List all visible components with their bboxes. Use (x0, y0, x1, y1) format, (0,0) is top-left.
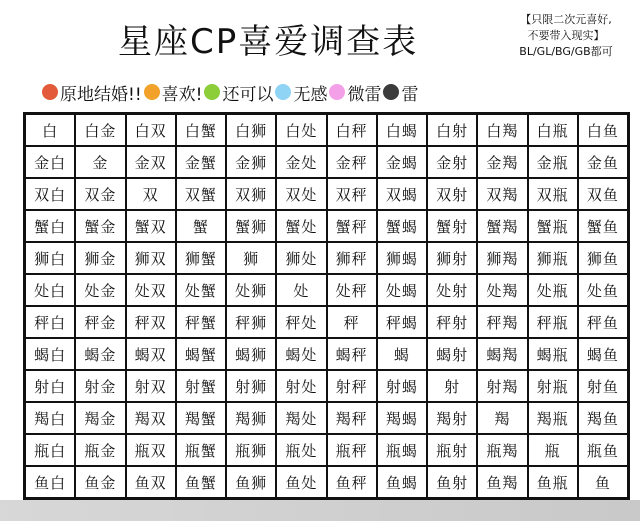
cp-cell[interactable]: 射白 (25, 370, 75, 402)
cp-cell[interactable]: 蟹狮 (226, 210, 276, 242)
cp-cell[interactable]: 双蝎 (377, 178, 427, 210)
cp-cell[interactable]: 双白 (25, 178, 75, 210)
legend-item (381, 80, 418, 105)
cp-cell[interactable]: 蝎处 (276, 338, 326, 370)
cp-cell[interactable]: 瓶射 (427, 434, 477, 466)
cp-cell[interactable]: 蟹处 (276, 210, 326, 242)
cp-cell[interactable]: 狮瓶 (528, 242, 578, 274)
cp-cell[interactable]: 蟹白 (25, 210, 75, 242)
cp-cell[interactable]: 秤鱼 (578, 306, 628, 338)
cp-cell[interactable]: 羯蟹 (176, 402, 226, 434)
cp-cell[interactable]: 瓶白 (25, 434, 75, 466)
cp-cell[interactable]: 蝎蟹 (176, 338, 226, 370)
cp-cell[interactable]: 羯狮 (226, 402, 276, 434)
cp-cell[interactable]: 鱼 (578, 466, 628, 498)
cp-cell[interactable]: 金瓶 (528, 146, 578, 178)
cp-cell[interactable]: 处狮 (226, 274, 276, 306)
cp-cell[interactable]: 金蝎 (377, 146, 427, 178)
survey-note (496, 12, 636, 60)
cp-cell[interactable]: 蟹双 (126, 210, 176, 242)
cp-cell[interactable]: 狮 (226, 242, 276, 274)
cp-cell[interactable]: 鱼处 (276, 466, 326, 498)
legend-item (327, 80, 381, 105)
cp-cell[interactable]: 鱼蝎 (377, 466, 427, 498)
cp-grid (23, 112, 630, 500)
cp-cell[interactable]: 瓶双 (126, 434, 176, 466)
cp-cell[interactable]: 秤羯 (477, 306, 527, 338)
legend-label: 雷 (401, 84, 419, 105)
cp-cell[interactable]: 鱼双 (126, 466, 176, 498)
cp-cell[interactable]: 秤射 (427, 306, 477, 338)
cp-cell[interactable]: 秤处 (276, 306, 326, 338)
cp-cell[interactable]: 白狮 (226, 114, 276, 146)
cp-cell[interactable]: 鱼蟹 (176, 466, 226, 498)
cp-cell[interactable]: 处金 (75, 274, 125, 306)
cp-cell[interactable]: 射金 (75, 370, 125, 402)
cp-cell[interactable]: 瓶鱼 (578, 434, 628, 466)
cp-cell[interactable]: 白蟹 (176, 114, 226, 146)
cp-cell[interactable]: 狮处 (276, 242, 326, 274)
cp-cell[interactable]: 蝎瓶 (528, 338, 578, 370)
cp-cell[interactable]: 白 (25, 114, 75, 146)
cp-cell[interactable]: 白秤 (327, 114, 377, 146)
cp-cell[interactable]: 狮秤 (327, 242, 377, 274)
cp-cell[interactable]: 秤双 (126, 306, 176, 338)
cp-cell[interactable]: 瓶 (528, 434, 578, 466)
cp-cell[interactable]: 瓶羯 (477, 434, 527, 466)
cp-cell[interactable]: 白瓶 (528, 114, 578, 146)
cp-cell[interactable]: 射秤 (327, 370, 377, 402)
note-line-2: 不要带入现实】 (527, 29, 605, 42)
cp-cell[interactable]: 鱼羯 (477, 466, 527, 498)
cp-cell[interactable]: 蟹秤 (327, 210, 377, 242)
cp-cell[interactable]: 蟹瓶 (528, 210, 578, 242)
cp-cell[interactable]: 处蝎 (377, 274, 427, 306)
cp-cell[interactable]: 蝎狮 (226, 338, 276, 370)
cp-cell[interactable]: 金蟹 (176, 146, 226, 178)
cp-cell[interactable]: 白射 (427, 114, 477, 146)
cp-cell[interactable]: 双狮 (226, 178, 276, 210)
cp-cell[interactable]: 射 (427, 370, 477, 402)
cp-cell[interactable]: 金白 (25, 146, 75, 178)
cp-cell[interactable]: 蝎秤 (327, 338, 377, 370)
cp-cell[interactable]: 处双 (126, 274, 176, 306)
cp-cell[interactable]: 处羯 (477, 274, 527, 306)
cp-cell[interactable]: 秤蟹 (176, 306, 226, 338)
cp-cell[interactable]: 双蟹 (176, 178, 226, 210)
cp-cell[interactable]: 处鱼 (578, 274, 628, 306)
cp-cell[interactable]: 双羯 (477, 178, 527, 210)
cp-cell[interactable]: 秤白 (25, 306, 75, 338)
cp-cell[interactable]: 处白 (25, 274, 75, 306)
cp-cell[interactable]: 射双 (126, 370, 176, 402)
legend-label: 无感 (293, 84, 328, 105)
cp-cell[interactable]: 双秤 (327, 178, 377, 210)
cp-cell[interactable]: 鱼射 (427, 466, 477, 498)
cp-cell[interactable]: 羯秤 (327, 402, 377, 434)
cp-cell[interactable]: 处秤 (327, 274, 377, 306)
cp-cell[interactable]: 羯射 (427, 402, 477, 434)
cp-cell[interactable]: 射羯 (477, 370, 527, 402)
cp-cell[interactable]: 瓶蝎 (377, 434, 427, 466)
cp-cell[interactable]: 射鱼 (578, 370, 628, 402)
cp-cell[interactable]: 秤狮 (226, 306, 276, 338)
cp-cell[interactable]: 羯双 (126, 402, 176, 434)
pink-dot-icon (329, 84, 345, 100)
green-dot-icon (204, 84, 220, 100)
cp-cell[interactable]: 狮白 (25, 242, 75, 274)
dark-dot-icon (383, 84, 399, 100)
legend-label: 微雷 (347, 84, 382, 105)
cp-cell[interactable]: 秤金 (75, 306, 125, 338)
cp-cell[interactable]: 羯 (477, 402, 527, 434)
footer-bar (0, 500, 640, 521)
cp-cell[interactable]: 蝎射 (427, 338, 477, 370)
cp-cell[interactable]: 双金 (75, 178, 125, 210)
cp-cell[interactable]: 双射 (427, 178, 477, 210)
cp-cell[interactable]: 羯蝎 (377, 402, 427, 434)
cp-cell[interactable]: 羯金 (75, 402, 125, 434)
cp-cell[interactable]: 双 (126, 178, 176, 210)
cp-cell[interactable]: 金 (75, 146, 125, 178)
cp-cell[interactable]: 狮金 (75, 242, 125, 274)
cp-cell[interactable]: 射瓶 (528, 370, 578, 402)
cp-cell[interactable]: 蝎白 (25, 338, 75, 370)
cp-cell[interactable]: 瓶狮 (226, 434, 276, 466)
cp-cell[interactable]: 蟹金 (75, 210, 125, 242)
cp-cell[interactable]: 处瓶 (528, 274, 578, 306)
cp-cell[interactable]: 金羯 (477, 146, 527, 178)
cp-cell[interactable]: 鱼金 (75, 466, 125, 498)
cp-cell[interactable]: 秤 (327, 306, 377, 338)
cp-cell[interactable]: 狮双 (126, 242, 176, 274)
cp-cell[interactable]: 羯白 (25, 402, 75, 434)
cp-cell[interactable]: 鱼瓶 (528, 466, 578, 498)
cp-cell[interactable]: 射蝎 (377, 370, 427, 402)
cp-cell[interactable]: 蟹羯 (477, 210, 527, 242)
cp-cell[interactable]: 射蟹 (176, 370, 226, 402)
cp-cell[interactable]: 白鱼 (578, 114, 628, 146)
page-title: 星座CP喜爱调查表 (118, 22, 419, 62)
cp-cell[interactable]: 白双 (126, 114, 176, 146)
cp-cell[interactable]: 金秤 (327, 146, 377, 178)
cp-cell[interactable]: 射狮 (226, 370, 276, 402)
cp-cell[interactable]: 蝎双 (126, 338, 176, 370)
cp-cell[interactable]: 白羯 (477, 114, 527, 146)
cp-cell[interactable]: 处 (276, 274, 326, 306)
cp-cell[interactable]: 秤瓶 (528, 306, 578, 338)
cp-cell[interactable]: 白金 (75, 114, 125, 146)
cp-cell[interactable]: 蝎金 (75, 338, 125, 370)
legend-label: 喜欢! (161, 84, 203, 105)
cp-cell[interactable]: 鱼白 (25, 466, 75, 498)
cp-cell[interactable]: 狮蝎 (377, 242, 427, 274)
cp-cell[interactable]: 双瓶 (528, 178, 578, 210)
legend-item (273, 80, 327, 105)
cp-cell[interactable]: 蟹射 (427, 210, 477, 242)
cp-cell[interactable]: 蟹蝎 (377, 210, 427, 242)
cp-cell[interactable]: 金处 (276, 146, 326, 178)
cp-cell[interactable]: 蟹 (176, 210, 226, 242)
note-line-1: 【只限二次元喜好, (520, 13, 612, 26)
orange-dot-icon (144, 84, 160, 100)
cp-cell[interactable]: 白蝎 (377, 114, 427, 146)
legend (40, 80, 630, 104)
red-dot-icon (42, 84, 58, 100)
cp-cell[interactable]: 瓶蟹 (176, 434, 226, 466)
cp-cell[interactable]: 瓶处 (276, 434, 326, 466)
cp-cell[interactable]: 处射 (427, 274, 477, 306)
legend-item (142, 80, 203, 105)
cp-cell[interactable]: 金射 (427, 146, 477, 178)
legend-label: 还可以 (222, 84, 274, 105)
cp-cell[interactable]: 双处 (276, 178, 326, 210)
cp-cell[interactable]: 处蟹 (176, 274, 226, 306)
cp-cell[interactable]: 狮鱼 (578, 242, 628, 274)
cp-cell[interactable]: 蟹鱼 (578, 210, 628, 242)
light-blue-dot-icon (275, 84, 291, 100)
cp-cell[interactable]: 金狮 (226, 146, 276, 178)
cp-cell[interactable]: 蝎羯 (477, 338, 527, 370)
cp-cell[interactable]: 瓶秤 (327, 434, 377, 466)
cp-cell[interactable]: 狮射 (427, 242, 477, 274)
cp-cell[interactable]: 金鱼 (578, 146, 628, 178)
cp-cell[interactable]: 羯瓶 (528, 402, 578, 434)
legend-item (40, 80, 142, 105)
cp-cell[interactable]: 狮羯 (477, 242, 527, 274)
cp-cell[interactable]: 羯鱼 (578, 402, 628, 434)
cp-cell[interactable]: 鱼狮 (226, 466, 276, 498)
cp-cell[interactable]: 秤蝎 (377, 306, 427, 338)
cp-cell[interactable]: 蝎 (377, 338, 427, 370)
cp-cell[interactable]: 鱼秤 (327, 466, 377, 498)
cp-cell[interactable]: 白处 (276, 114, 326, 146)
legend-label: 原地结婚!! (60, 84, 142, 105)
cp-cell[interactable]: 双鱼 (578, 178, 628, 210)
cp-cell[interactable]: 蝎鱼 (578, 338, 628, 370)
legend-item (202, 80, 273, 105)
cp-cell[interactable]: 狮蟹 (176, 242, 226, 274)
note-line-3: BL/GL/BG/GB都可 (519, 45, 613, 58)
cp-cell[interactable]: 射处 (276, 370, 326, 402)
cp-cell[interactable]: 瓶金 (75, 434, 125, 466)
cp-cell[interactable]: 金双 (126, 146, 176, 178)
cp-cell[interactable]: 羯处 (276, 402, 326, 434)
